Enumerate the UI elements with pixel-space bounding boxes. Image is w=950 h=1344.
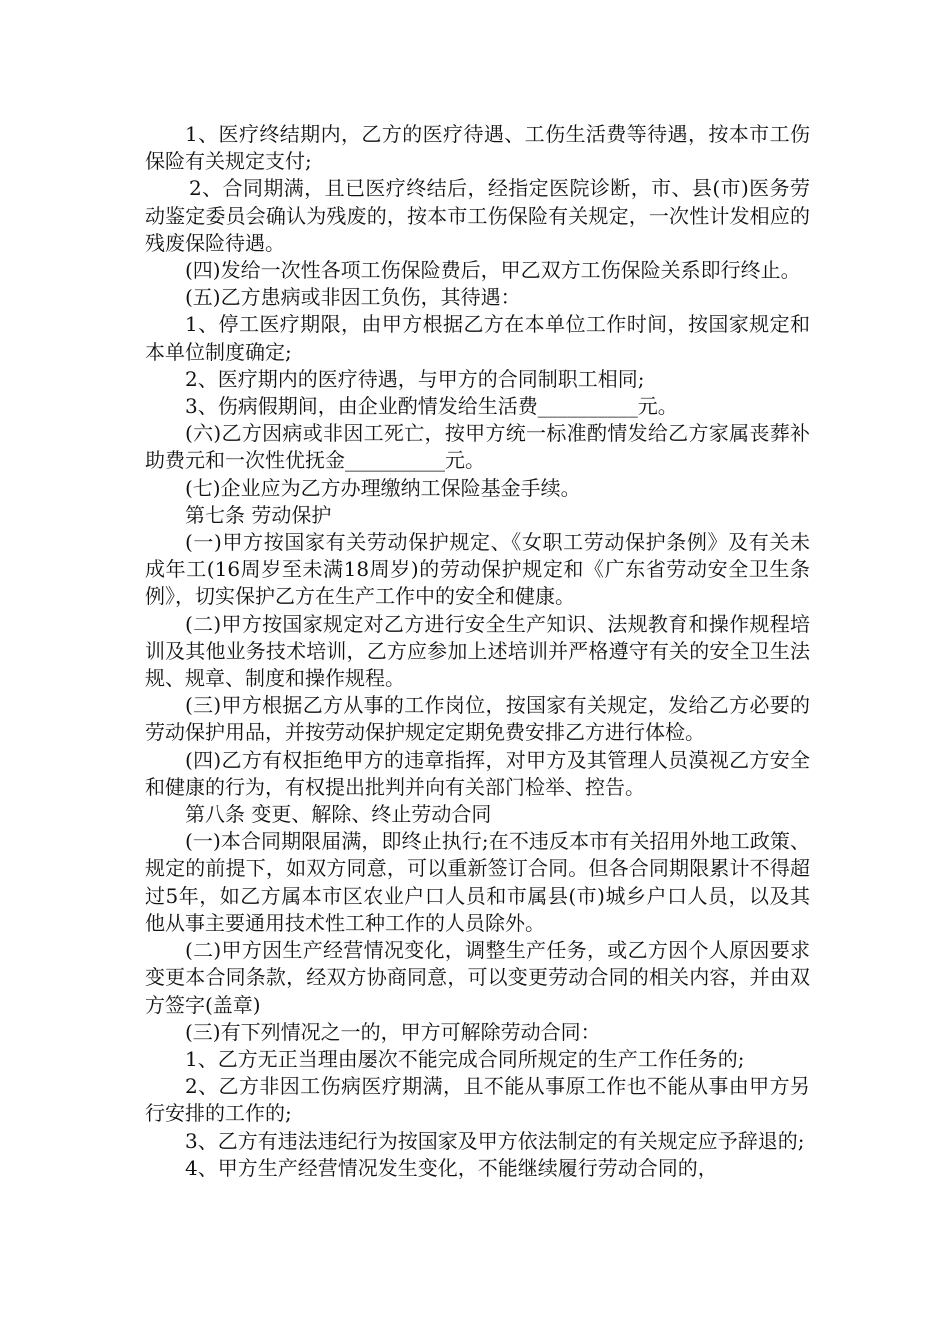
paragraph-medical-termination: 1、医疗终结期内，乙方的医疗待遇、工伤生活费等待遇，按本市工伤保险有关规定支付; — [145, 122, 810, 174]
paragraph-contract-expiry: 2、合同期满，且已医疗终结后，经指定医院诊断，市、县(市)医务劳动鉴定委员会确认为残废的，按本市工伤保险有关规定，一次性计发相应的残废保险待遇。 — [145, 176, 810, 255]
paragraph-death-benefits: (六)乙方因病或非因工死亡，按甲方统一标准酌情发给乙方家属丧葬补助费元和一次性优抚金__________元。 — [145, 421, 810, 473]
heading-article-8: 第八条 变更、解除、终止劳动合同 — [185, 802, 492, 827]
paragraph-termination-reason-1: 1、乙方无正当理由屡次不能完成合同所规定的生产工作任务的; — [185, 1046, 745, 1071]
heading-article-7: 第七条 劳动保护 — [185, 502, 332, 527]
paragraph-illness-treatment: (五)乙方患病或非因工负伤，其待遇： — [185, 285, 521, 310]
paragraph-labor-protection-1: (一)甲方按国家有关劳动保护规定、《女职工劳动保护条例》及有关未成年工(16周岁至未满18周岁)的劳动保护规定和《广东省劳动安全卫生条例》，切实保护乙方在生产工作中的安全和健康。 — [145, 530, 810, 609]
paragraph-labor-protection-4: (四)乙方有权拒绝甲方的违章指挥，对甲方及其管理人员漠视乙方安全和健康的行为，有权提出批判并向有关部门检举、控告。 — [145, 747, 810, 799]
paragraph-termination-reason-4: 4、甲方生产经营情况发生变化，不能继续履行劳动合同的， — [185, 1155, 718, 1180]
paragraph-termination-reason-2: 2、乙方非因工伤病医疗期满，且不能从事原工作也不能从事由甲方另行安排的工作的; — [145, 1074, 810, 1126]
paragraph-medical-leave-period: 1、停工医疗期限，由甲方根据乙方在本单位工作时间，按国家规定和本单位制度确定; — [145, 312, 810, 364]
paragraph-contract-change-3: (三)有下列情况之一的，甲方可解除劳动合同： — [185, 1019, 601, 1044]
paragraph-labor-protection-3: (三)甲方根据乙方从事的工作岗位，按国家有关规定，发给乙方必要的劳动保护用品，并按劳动保护规定定期免费安排乙方进行体检。 — [145, 693, 810, 745]
paragraph-contract-change-1: (一)本合同期限届满，即终止执行;在不违反本市有关招用外地工政策、规定的前提下，如双方同意，可以重新签订合同。但各合同期限累计不得超过5年，如乙方属本市区农业户口人员和市属县(市)城乡户口人员，以及其他从事主要通用技术性工种工作的人员除外。 — [145, 829, 810, 935]
paragraph-insurance-fund: (七)企业应为乙方办理缴纳工保险基金手续。 — [185, 475, 581, 500]
paragraph-labor-protection-2: (二)甲方按国家规定对乙方进行安全生产知识、法规教育和操作规程培训及其他业务技术培训，乙方应参加上述培训并严格遵守有关的安全卫生法规、规章、制度和操作规程。 — [145, 611, 810, 691]
paragraph-contract-change-2: (二)甲方因生产经营情况变化，调整生产任务，或乙方因个人原因要求变更本合同条款，经双方协商同意，可以变更劳动合同的相关内容，并由双方签字(盖章) — [145, 938, 810, 1017]
paragraph-medical-benefits: 2、医疗期内的医疗待遇，与甲方的合同制职工相同; — [185, 366, 645, 391]
paragraph-sick-leave-pay: 3、伤病假期间，由企业酌情发给生活费__________元。 — [185, 394, 678, 419]
contract-body — [145, 121, 810, 1182]
paragraph-insurance-termination: (四)发给一次性各项工伤保险费后，甲乙双方工伤保险关系即行终止。 — [185, 258, 801, 283]
paragraph-termination-reason-3: 3、乙方有违法违纪行为按国家及甲方依法制定的有关规定应予辞退的; — [185, 1128, 805, 1153]
